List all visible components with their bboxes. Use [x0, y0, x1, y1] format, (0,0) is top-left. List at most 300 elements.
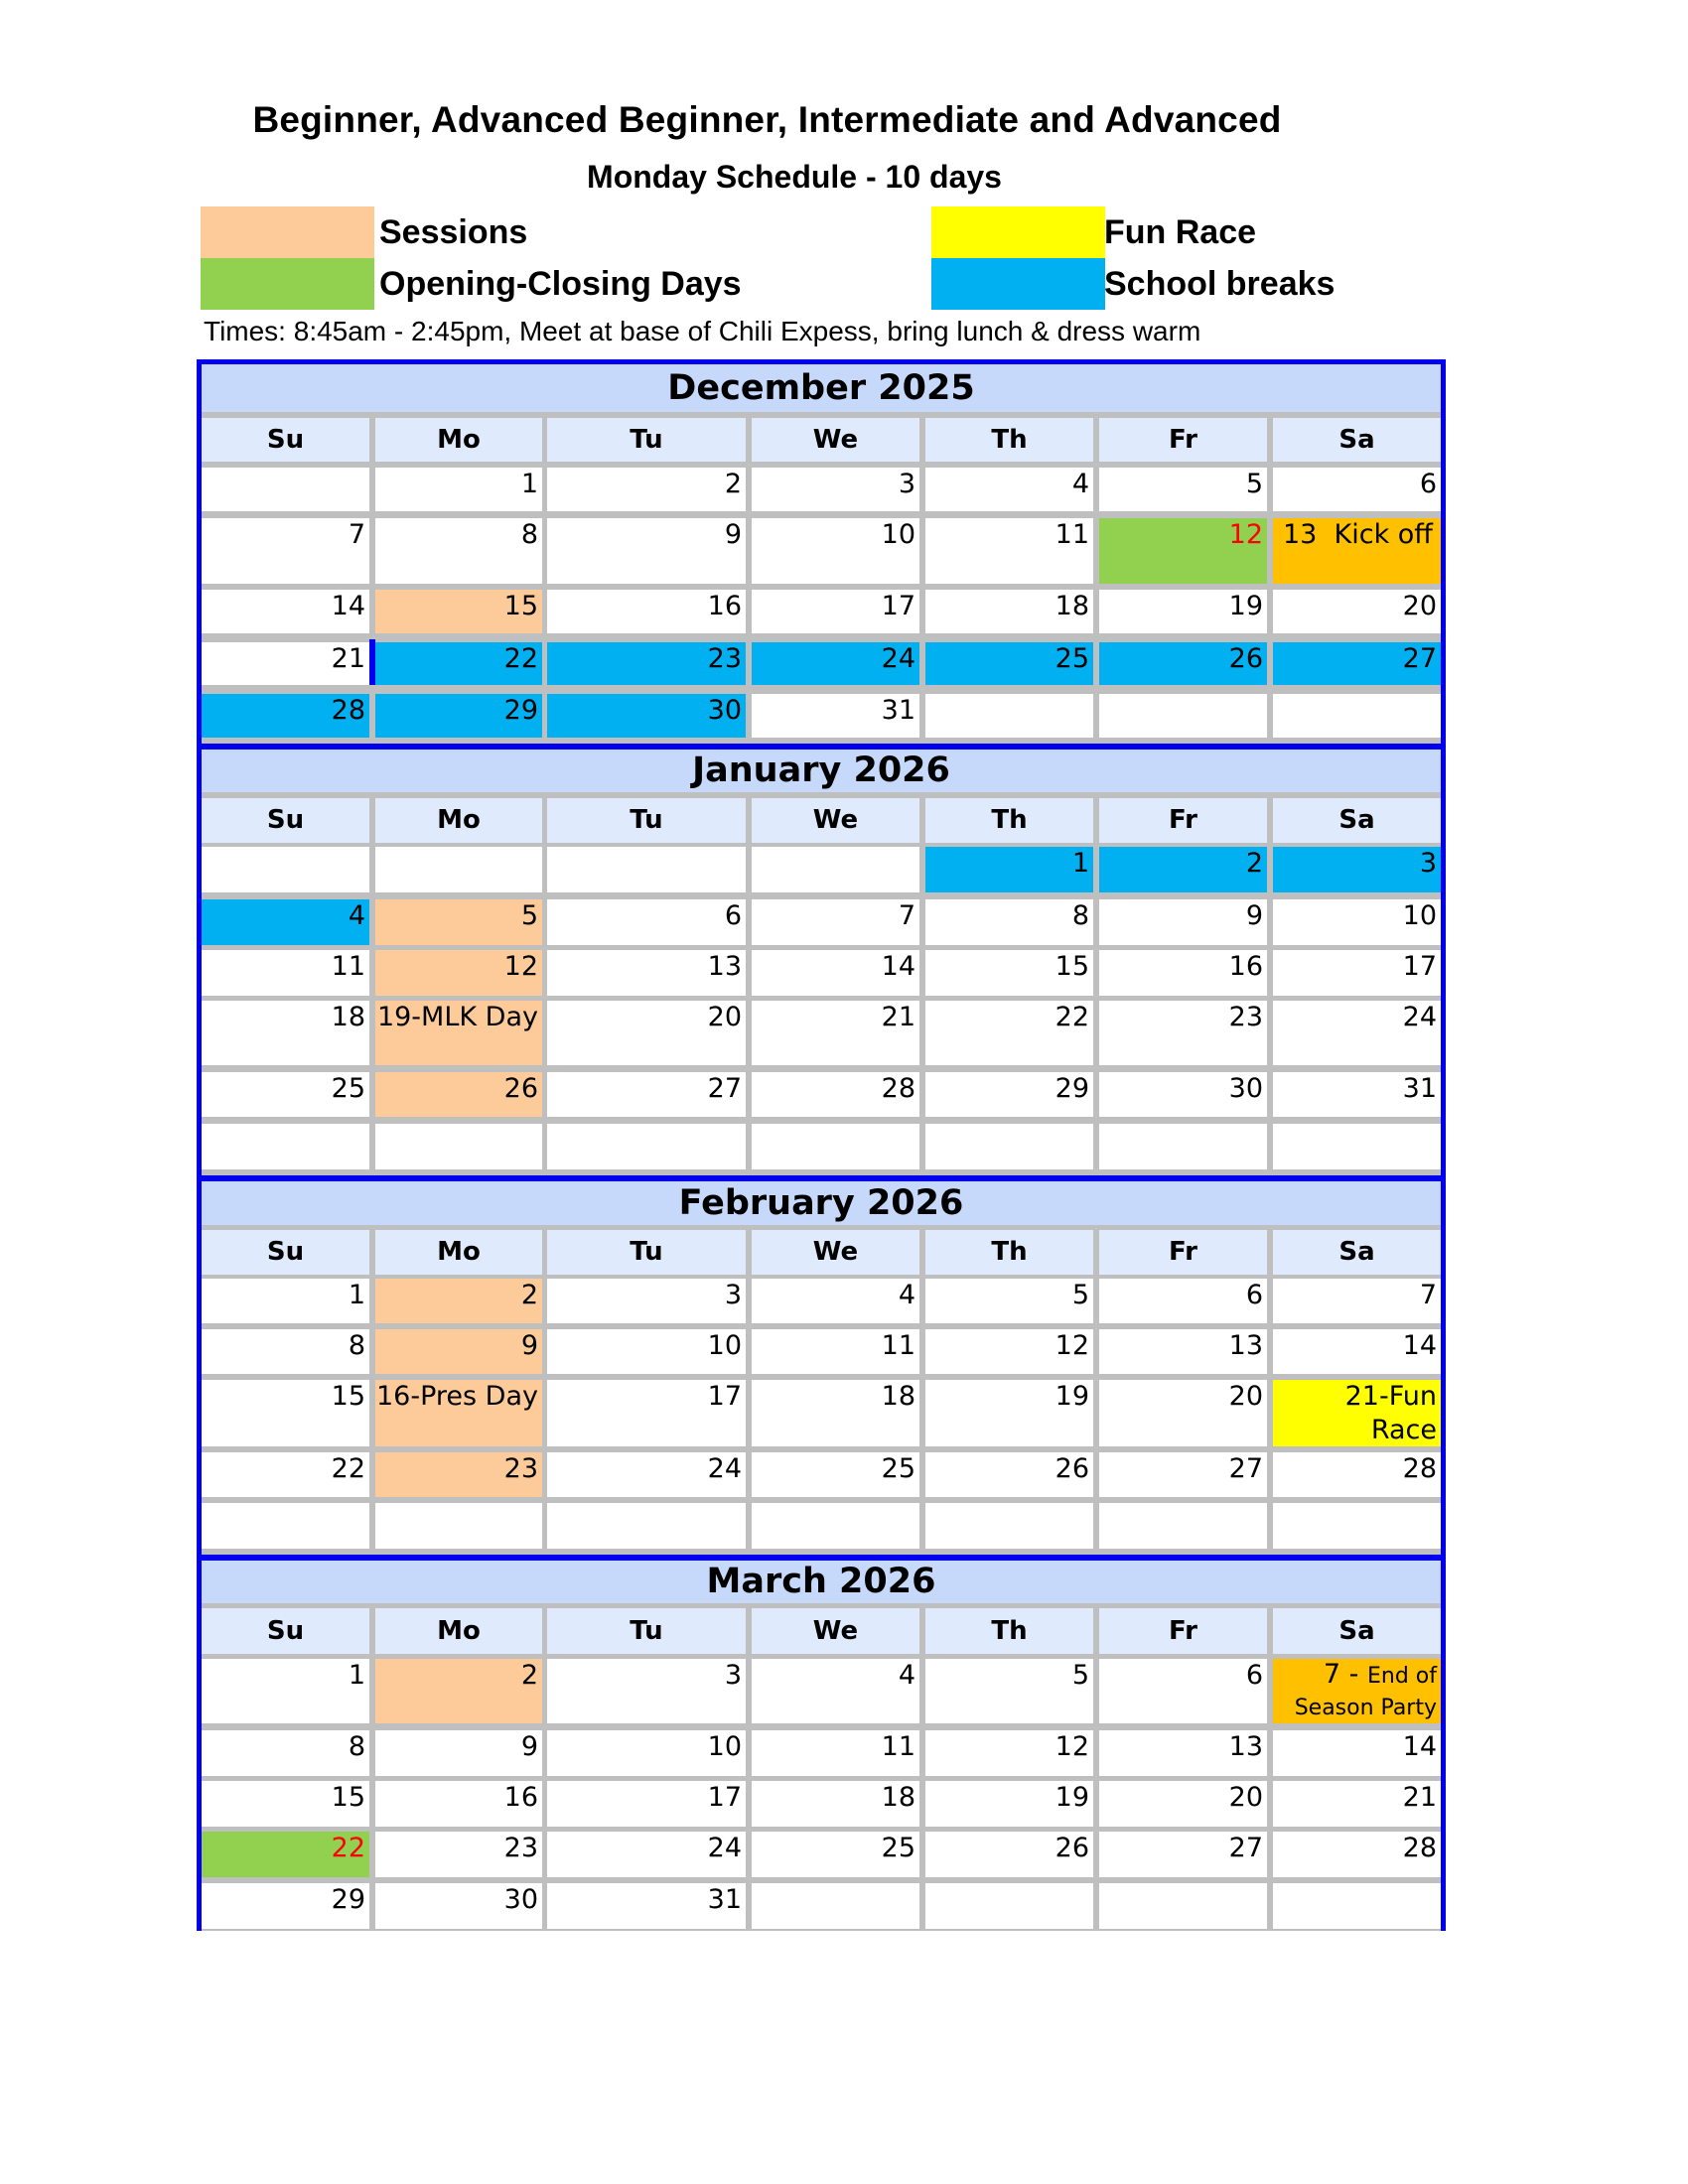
- day-cell[interactable]: [202, 1730, 369, 1776]
- day-label: 14: [331, 591, 365, 621]
- day-cell[interactable]: [1273, 1730, 1441, 1776]
- weekday-header-fr: Fr: [1099, 1608, 1267, 1654]
- day-cell[interactable]: [547, 1279, 746, 1323]
- month-header-january-2026: January 2026: [202, 750, 1441, 792]
- day-cell[interactable]: [925, 847, 1093, 892]
- day-cell[interactable]: [202, 590, 369, 633]
- day-label: 24: [1402, 1002, 1437, 1032]
- empty-day-cell: [925, 694, 1093, 738]
- day-cell[interactable]: [1099, 1659, 1267, 1723]
- day-cell[interactable]: [925, 590, 1093, 633]
- day-label-event: 7 - End of Season Party: [1294, 1659, 1437, 1720]
- day-label: 21: [1402, 1782, 1437, 1813]
- weekday-header-we: We: [752, 798, 919, 843]
- day-cell[interactable]: [752, 518, 919, 584]
- day-cell[interactable]: [1273, 1329, 1441, 1374]
- day-label: 8: [1071, 900, 1089, 931]
- day-cell[interactable]: [752, 1832, 919, 1877]
- day-label: 21: [331, 643, 365, 674]
- day-cell[interactable]: [375, 468, 542, 511]
- day-label-session: 5: [520, 900, 538, 931]
- weekday-header-su: Su: [202, 798, 369, 843]
- day-cell[interactable]: [752, 1072, 919, 1117]
- day-cell[interactable]: [1099, 468, 1267, 511]
- day-label: 20: [1402, 591, 1437, 621]
- day-cell[interactable]: [547, 1072, 746, 1117]
- day-label: 8: [348, 1330, 365, 1361]
- day-label: 20: [707, 1002, 742, 1032]
- day-cell[interactable]: [752, 590, 919, 633]
- day-cell[interactable]: [202, 1832, 369, 1877]
- day-label: 16: [707, 591, 742, 621]
- empty-day-cell: [202, 468, 369, 511]
- day-cell[interactable]: [202, 1883, 369, 1929]
- day-cell[interactable]: [752, 899, 919, 945]
- empty-day-cell: [752, 1124, 919, 1169]
- day-label-opening: 12: [1228, 519, 1263, 550]
- day-label: 17: [707, 1782, 742, 1813]
- day-cell[interactable]: [202, 1781, 369, 1827]
- weekday-header-sa: Sa: [1273, 798, 1441, 843]
- weekday-header-sa: Sa: [1273, 1608, 1441, 1654]
- day-cell[interactable]: [202, 950, 369, 996]
- day-cell[interactable]: [1099, 1072, 1267, 1117]
- day-label-session: 15: [503, 591, 538, 621]
- day-label-break: 23: [707, 643, 742, 674]
- day-cell[interactable]: [1099, 1832, 1267, 1877]
- day-cell[interactable]: [1273, 642, 1441, 685]
- day-cell[interactable]: [547, 1380, 746, 1446]
- day-label: 3: [724, 1280, 742, 1310]
- day-label: 6: [1245, 1660, 1263, 1691]
- times-note: Times: 8:45am - 2:45pm, Meet at base of Chili Expess, bring lunch & dress warm: [204, 316, 1201, 346]
- day-label: 4: [898, 1660, 915, 1691]
- day-label: 16: [1228, 951, 1263, 982]
- day-cell[interactable]: [375, 518, 542, 584]
- day-label: 30: [1228, 1073, 1263, 1104]
- day-cell[interactable]: [925, 468, 1093, 511]
- weekday-header-mo: Mo: [375, 1608, 542, 1654]
- weekday-header-mo: Mo: [375, 418, 542, 462]
- empty-day-cell: [925, 1124, 1093, 1169]
- day-cell[interactable]: [1273, 1832, 1441, 1877]
- day-cell[interactable]: [1099, 1730, 1267, 1776]
- day-label: 4: [1071, 469, 1089, 499]
- day-cell[interactable]: [202, 518, 369, 584]
- day-cell[interactable]: [752, 1730, 919, 1776]
- day-cell[interactable]: [375, 1279, 542, 1323]
- day-cell[interactable]: [375, 899, 542, 945]
- weekday-header-mo: Mo: [375, 798, 542, 843]
- day-label: 25: [331, 1073, 365, 1104]
- weekday-header-fr: Fr: [1099, 1230, 1267, 1275]
- day-cell[interactable]: [1099, 590, 1267, 633]
- day-label: 11: [1055, 519, 1089, 550]
- day-label-opening: 22: [331, 1833, 365, 1863]
- day-label-break: 30: [707, 695, 742, 726]
- day-cell[interactable]: [1273, 1072, 1441, 1117]
- day-cell[interactable]: [1099, 1380, 1267, 1446]
- day-cell[interactable]: [1099, 1279, 1267, 1323]
- day-cell[interactable]: [1273, 899, 1441, 945]
- day-cell[interactable]: [1273, 590, 1441, 633]
- day-label-break: 25: [1055, 643, 1089, 674]
- day-cell[interactable]: [1273, 1380, 1441, 1446]
- day-label-break: 28: [331, 695, 365, 726]
- day-label: 11: [331, 951, 365, 982]
- day-label: 17: [881, 591, 915, 621]
- day-cell[interactable]: [752, 1329, 919, 1374]
- day-cell[interactable]: [375, 1380, 542, 1446]
- day-cell[interactable]: [375, 1001, 542, 1065]
- empty-day-cell: [1273, 1503, 1441, 1549]
- weekday-header-tu: Tu: [547, 1230, 746, 1275]
- day-cell[interactable]: [375, 1659, 542, 1723]
- day-label: 27: [1228, 1833, 1263, 1863]
- day-cell[interactable]: [1273, 847, 1441, 892]
- day-label: 14: [1402, 1731, 1437, 1762]
- day-cell[interactable]: [1099, 1452, 1267, 1497]
- day-cell[interactable]: [1099, 1001, 1267, 1065]
- day-cell[interactable]: [202, 1001, 369, 1065]
- empty-day-cell: [1099, 1883, 1267, 1929]
- day-cell[interactable]: [547, 468, 746, 511]
- day-cell[interactable]: [752, 1001, 919, 1065]
- empty-day-cell: [1099, 1503, 1267, 1549]
- day-label: 29: [1055, 1073, 1089, 1104]
- weekday-header-fr: Fr: [1099, 798, 1267, 843]
- day-cell[interactable]: [1273, 950, 1441, 996]
- day-label: 11: [881, 1330, 915, 1361]
- legend-label-fun-race: Fun Race: [1104, 213, 1257, 251]
- day-cell[interactable]: [1273, 1001, 1441, 1065]
- weekday-header-su: Su: [202, 1230, 369, 1275]
- day-label: 31: [1402, 1073, 1437, 1104]
- weekday-header-we: We: [752, 1230, 919, 1275]
- weekday-header-sa: Sa: [1273, 1230, 1441, 1275]
- day-label-break: 3: [1419, 848, 1437, 879]
- day-label: 12: [1055, 1330, 1089, 1361]
- day-cell[interactable]: [202, 899, 369, 945]
- day-label: 7: [898, 900, 915, 931]
- day-label: 7: [348, 519, 365, 550]
- empty-day-cell: [752, 847, 919, 892]
- empty-day-cell: [925, 1503, 1093, 1549]
- day-cell[interactable]: [547, 694, 746, 738]
- day-label: 4: [898, 1280, 915, 1310]
- day-label: 25: [881, 1453, 915, 1484]
- empty-day-cell: [752, 1503, 919, 1549]
- weekday-header-th: Th: [925, 1230, 1093, 1275]
- legend-swatch-sessions: [201, 206, 374, 258]
- day-label: 24: [707, 1453, 742, 1484]
- break-start-marker: [369, 639, 375, 685]
- day-label: 3: [898, 469, 915, 499]
- day-label: 14: [1402, 1330, 1437, 1361]
- day-cell[interactable]: [752, 1781, 919, 1827]
- day-cell[interactable]: [375, 1730, 542, 1776]
- day-label: 27: [1228, 1453, 1263, 1484]
- empty-day-cell: [375, 847, 542, 892]
- day-cell[interactable]: [202, 1072, 369, 1117]
- day-cell[interactable]: [547, 1001, 746, 1065]
- day-label-session: 2: [520, 1660, 538, 1691]
- day-label: 15: [1055, 951, 1089, 982]
- day-label-break: 27: [1402, 643, 1437, 674]
- day-label: 23: [503, 1833, 538, 1863]
- day-cell[interactable]: [1273, 1659, 1441, 1723]
- day-cell[interactable]: [547, 950, 746, 996]
- month-header-march-2026: March 2026: [202, 1561, 1441, 1603]
- day-label: 9: [724, 519, 742, 550]
- day-label: 6: [724, 900, 742, 931]
- day-label: 1: [520, 469, 538, 499]
- day-cell[interactable]: [1273, 518, 1441, 584]
- day-cell[interactable]: [375, 1072, 542, 1117]
- day-label: 6: [1245, 1280, 1263, 1310]
- empty-day-cell: [1273, 1883, 1441, 1929]
- day-label: 7: [1419, 1280, 1437, 1310]
- day-label: 13: [1228, 1731, 1263, 1762]
- day-cell[interactable]: [925, 1072, 1093, 1117]
- day-cell[interactable]: [925, 1659, 1093, 1723]
- weekday-header-th: Th: [925, 1608, 1093, 1654]
- day-cell[interactable]: [925, 1832, 1093, 1877]
- day-label: 19: [1055, 1381, 1089, 1412]
- empty-day-cell: [1273, 1124, 1441, 1169]
- day-label: 22: [1055, 1002, 1089, 1032]
- day-label: 1: [348, 1280, 365, 1310]
- day-label: 15: [331, 1782, 365, 1813]
- day-cell[interactable]: [752, 642, 919, 685]
- day-cell[interactable]: [547, 1659, 746, 1723]
- day-label: 22: [331, 1453, 365, 1484]
- day-cell[interactable]: [1099, 950, 1267, 996]
- day-cell[interactable]: [547, 642, 746, 685]
- day-label: 17: [707, 1381, 742, 1412]
- day-cell[interactable]: [375, 642, 542, 685]
- day-cell[interactable]: [375, 1883, 542, 1929]
- day-label: 28: [881, 1073, 915, 1104]
- day-label: 30: [503, 1884, 538, 1915]
- day-cell[interactable]: [925, 1279, 1093, 1323]
- day-label-session: 16-Pres Day: [376, 1381, 538, 1412]
- weekday-header-su: Su: [202, 418, 369, 462]
- day-cell[interactable]: [547, 1730, 746, 1776]
- day-cell[interactable]: [925, 1781, 1093, 1827]
- day-label-event: 13 Kick off: [1283, 519, 1433, 550]
- day-cell[interactable]: [925, 1001, 1093, 1065]
- legend-swatch-opening-closing: [201, 258, 374, 310]
- day-label: 28: [1402, 1833, 1437, 1863]
- legend-label-school-breaks: School breaks: [1104, 265, 1336, 303]
- day-label-funrace: 21-Fun Race: [1344, 1381, 1437, 1445]
- day-label: 6: [1419, 469, 1437, 499]
- day-cell[interactable]: [925, 642, 1093, 685]
- day-label-break: 1: [1071, 848, 1089, 879]
- day-cell[interactable]: [202, 642, 369, 685]
- day-label: 5: [1071, 1660, 1089, 1691]
- day-label: 18: [331, 1002, 365, 1032]
- weekday-header-tu: Tu: [547, 798, 746, 843]
- day-cell[interactable]: [1273, 1452, 1441, 1497]
- day-cell[interactable]: [752, 1659, 919, 1723]
- day-cell[interactable]: [1099, 847, 1267, 892]
- weekday-header-mo: Mo: [375, 1230, 542, 1275]
- empty-day-cell: [547, 1503, 746, 1549]
- page-title: Beginner, Advanced Beginner, Intermediate and Advanced: [252, 99, 1282, 140]
- day-cell[interactable]: [1273, 1279, 1441, 1323]
- day-label-break: 29: [503, 695, 538, 726]
- day-cell[interactable]: [1099, 642, 1267, 685]
- weekday-header-th: Th: [925, 418, 1093, 462]
- day-cell[interactable]: [925, 518, 1093, 584]
- day-cell[interactable]: [547, 1781, 746, 1827]
- day-label-break: 26: [1228, 643, 1263, 674]
- day-cell[interactable]: [925, 1329, 1093, 1374]
- day-label: 25: [881, 1833, 915, 1863]
- day-cell[interactable]: [547, 1329, 746, 1374]
- day-cell[interactable]: [1099, 1781, 1267, 1827]
- day-cell[interactable]: [202, 694, 369, 738]
- legend-swatch-school-breaks: [931, 258, 1105, 310]
- empty-day-cell: [925, 1883, 1093, 1929]
- day-label: 19: [1055, 1782, 1089, 1813]
- day-label-break: 22: [503, 643, 538, 674]
- day-label: 8: [348, 1731, 365, 1762]
- day-label: 11: [881, 1731, 915, 1762]
- day-cell[interactable]: [925, 1452, 1093, 1497]
- day-cell[interactable]: [1099, 1329, 1267, 1374]
- day-label: 26: [1055, 1453, 1089, 1484]
- empty-day-cell: [202, 1503, 369, 1549]
- weekday-header-we: We: [752, 1608, 919, 1654]
- day-label: 20: [1228, 1782, 1263, 1813]
- day-cell[interactable]: [925, 899, 1093, 945]
- day-label: 21: [881, 1002, 915, 1032]
- day-cell[interactable]: [752, 950, 919, 996]
- day-cell[interactable]: [375, 1329, 542, 1374]
- day-label: 29: [331, 1884, 365, 1915]
- legend-label-opening-closing: Opening-Closing Days: [379, 265, 742, 303]
- day-label-break: 4: [348, 900, 365, 931]
- day-label: 17: [1402, 951, 1437, 982]
- month-header-december-2025: December 2025: [202, 364, 1441, 412]
- day-label-session: 23: [503, 1453, 538, 1484]
- day-label: 12: [1055, 1731, 1089, 1762]
- weekday-header-tu: Tu: [547, 418, 746, 462]
- day-label-session: 9: [520, 1330, 538, 1361]
- day-cell[interactable]: [375, 1452, 542, 1497]
- day-label: 5: [1245, 469, 1263, 499]
- day-label: 5: [1071, 1280, 1089, 1310]
- day-label: 20: [1228, 1381, 1263, 1412]
- day-cell[interactable]: [1273, 1781, 1441, 1827]
- day-label-break: 2: [1245, 848, 1263, 879]
- day-cell[interactable]: [547, 899, 746, 945]
- empty-day-cell: [547, 1124, 746, 1169]
- day-label: 2: [724, 469, 742, 499]
- day-cell[interactable]: [202, 1329, 369, 1374]
- day-cell[interactable]: [375, 950, 542, 996]
- day-cell[interactable]: [547, 1883, 746, 1929]
- day-label-session: 2: [520, 1280, 538, 1310]
- day-cell[interactable]: [202, 1380, 369, 1446]
- day-label: 15: [331, 1381, 365, 1412]
- day-label: 10: [707, 1731, 742, 1762]
- day-cell[interactable]: [752, 1452, 919, 1497]
- empty-day-cell: [1099, 1124, 1267, 1169]
- day-cell[interactable]: [925, 1730, 1093, 1776]
- weekday-header-su: Su: [202, 1608, 369, 1654]
- day-cell[interactable]: [547, 1832, 746, 1877]
- day-cell[interactable]: [752, 468, 919, 511]
- weekday-header-tu: Tu: [547, 1608, 746, 1654]
- day-label-break: 24: [881, 643, 915, 674]
- empty-day-cell: [202, 847, 369, 892]
- weekday-header-sa: Sa: [1273, 418, 1441, 462]
- month-header-february-2026: February 2026: [202, 1181, 1441, 1225]
- day-label-session: 12: [503, 951, 538, 982]
- day-cell[interactable]: [752, 694, 919, 738]
- day-cell[interactable]: [547, 590, 746, 633]
- day-cell[interactable]: [375, 1781, 542, 1827]
- day-label: 8: [520, 519, 538, 550]
- day-cell[interactable]: [752, 1380, 919, 1446]
- empty-day-cell: [375, 1124, 542, 1169]
- day-label: 26: [1055, 1833, 1089, 1863]
- day-cell[interactable]: [375, 694, 542, 738]
- day-cell[interactable]: [925, 950, 1093, 996]
- day-cell[interactable]: [375, 590, 542, 633]
- day-label: 3: [724, 1660, 742, 1691]
- day-cell[interactable]: [752, 1279, 919, 1323]
- day-label: 31: [707, 1884, 742, 1915]
- day-cell[interactable]: [547, 1452, 746, 1497]
- day-label: 16: [503, 1782, 538, 1813]
- empty-day-cell: [202, 1124, 369, 1169]
- day-cell[interactable]: [925, 1380, 1093, 1446]
- day-label: 31: [881, 695, 915, 726]
- day-cell[interactable]: [202, 1279, 369, 1323]
- page-subtitle: Monday Schedule - 10 days: [587, 159, 1002, 195]
- weekday-header-we: We: [752, 418, 919, 462]
- day-label-session: 26: [503, 1073, 538, 1104]
- day-cell[interactable]: [547, 518, 746, 584]
- empty-day-cell: [547, 847, 746, 892]
- day-label: 13: [707, 951, 742, 982]
- weekday-header-fr: Fr: [1099, 418, 1267, 462]
- day-label: 14: [881, 951, 915, 982]
- day-label: 28: [1402, 1453, 1437, 1484]
- day-cell[interactable]: [375, 1832, 542, 1877]
- day-label: 23: [1228, 1002, 1263, 1032]
- day-cell[interactable]: [202, 1452, 369, 1497]
- day-label: 10: [707, 1330, 742, 1361]
- day-label: 27: [707, 1073, 742, 1104]
- legend-swatch-fun-race: [931, 206, 1105, 258]
- day-label: 9: [520, 1731, 538, 1762]
- day-cell[interactable]: [202, 1659, 369, 1723]
- day-cell[interactable]: [1273, 468, 1441, 511]
- day-label: 18: [881, 1782, 915, 1813]
- day-cell[interactable]: [1099, 899, 1267, 945]
- day-cell[interactable]: [1099, 518, 1267, 584]
- day-label-session: 19-MLK Day: [376, 1002, 538, 1032]
- day-label: 1: [348, 1660, 365, 1691]
- empty-day-cell: [1099, 694, 1267, 738]
- day-label: 19: [1228, 591, 1263, 621]
